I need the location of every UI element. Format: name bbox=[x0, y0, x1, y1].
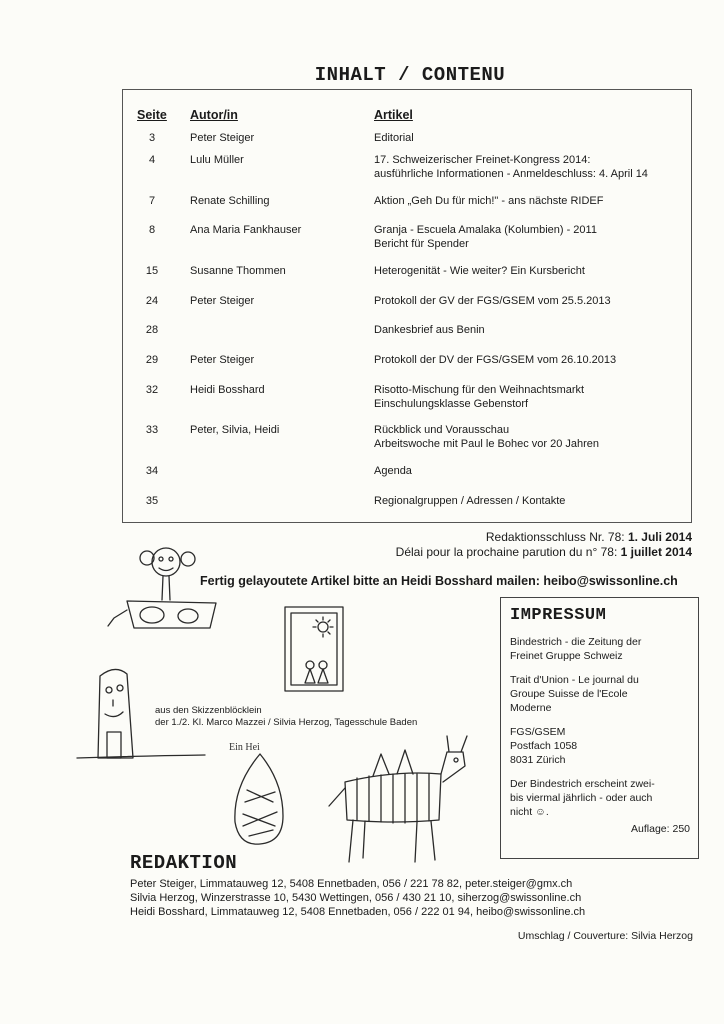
toc-row-article: Protokoll der GV der FGS/GSEM vom 25.5.2013 bbox=[374, 295, 611, 307]
toc-row-page: 7 bbox=[148, 195, 156, 207]
toc-row-page: 4 bbox=[148, 154, 156, 166]
toc-row-page: 34 bbox=[145, 465, 159, 477]
toc-title: INHALT / CONTENU bbox=[314, 64, 506, 86]
deadline-fr bbox=[396, 545, 692, 559]
sketch-handwriting: Ein Hei bbox=[229, 742, 260, 753]
impressum-fr-line2: Groupe Suisse de l'Ecole bbox=[510, 688, 628, 700]
drawing-window-girls bbox=[283, 603, 347, 693]
toc-row-author: Ana Maria Fankhauser bbox=[190, 224, 302, 236]
redaktion-member: Peter Steiger, Limmatauweg 12, 5408 Ennetbaden, 056 / 221 78 82, peter.steiger@gmx.ch bbox=[130, 878, 573, 890]
toc-row-author: Peter Steiger bbox=[190, 295, 255, 307]
drawing-head bbox=[152, 548, 180, 576]
toc-row-article: Risotto-Mischung für den Weihnachtsmarkt bbox=[374, 384, 585, 396]
toc-row-author: Lulu Müller bbox=[190, 154, 244, 166]
impressum-box bbox=[500, 597, 699, 859]
cover-credit: Umschlag / Couverture: Silvia Herzog bbox=[517, 930, 693, 942]
toc-row-article: 17. Schweizerischer Freinet-Kongress 2014: bbox=[374, 154, 591, 166]
deadline-fr-prefix: Délai pour la prochaine parution du n° 78: bbox=[395, 545, 621, 559]
toc-row-page: 24 bbox=[145, 295, 159, 307]
toc-row-article: Agenda bbox=[374, 465, 412, 477]
impressum-addr2: Postfach 1058 bbox=[510, 740, 578, 752]
impressum-de-line2: Freinet Gruppe Schweiz bbox=[510, 650, 623, 662]
toc-row-article: Regionalgruppen / Adressen / Kontakte bbox=[374, 495, 566, 507]
toc-row-author: Renate Schilling bbox=[190, 195, 270, 207]
impressum-circulation: Auflage: 250 bbox=[631, 823, 690, 835]
deadline-de-date: 1. Juli 2014 bbox=[627, 530, 692, 544]
toc-row-page: 15 bbox=[145, 265, 159, 277]
redaktion-title: REDAKTION bbox=[130, 852, 238, 874]
redaktion-member: Heidi Bosshard, Limmatauweg 12, 5408 Ennetbaden, 056 / 222 01 94, heibo@swissonline.ch bbox=[130, 906, 586, 918]
drawing-zebra bbox=[325, 728, 475, 868]
toc-row-author: Peter, Silvia, Heidi bbox=[190, 424, 280, 436]
toc-row-page: 33 bbox=[145, 424, 159, 436]
toc-row-page: 35 bbox=[145, 495, 159, 507]
impressum-freq2: bis viermal jährlich - oder auch bbox=[510, 792, 653, 804]
toc-row-article: Editorial bbox=[374, 132, 414, 144]
toc-row-author: Susanne Thommen bbox=[190, 265, 286, 277]
impressum-fr-line1: Trait d'Union - Le journal du bbox=[510, 674, 639, 686]
impressum-addr1: FGS/GSEM bbox=[510, 726, 566, 738]
toc-row-page: 32 bbox=[145, 384, 159, 396]
toc-row-article: Aktion „Geh Du für mich!" - ans nächste RIDEF bbox=[374, 195, 604, 207]
toc-row-article-line2: ausführliche Informationen - Anmeldeschluss: 4. April 14 bbox=[374, 168, 648, 180]
toc-row-author: Peter Steiger bbox=[190, 354, 255, 366]
impressum-freq3: nicht ☺. bbox=[510, 806, 549, 818]
redaktion-member: Silvia Herzog, Winzerstrasse 10, 5430 Wettingen, 056 / 430 21 10, siherzog@swissonline.ch bbox=[130, 892, 582, 904]
toc-header-author: Autor/in bbox=[190, 108, 238, 122]
impressum-de bbox=[510, 635, 690, 663]
toc-row-article: Granja - Escuela Amalaka (Kolumbien) - 2011 bbox=[374, 224, 597, 236]
impressum-frequency bbox=[510, 777, 690, 819]
toc-row-page: 3 bbox=[148, 132, 156, 144]
toc-header-article: Artikel bbox=[374, 108, 413, 122]
toc-row-article: Protokoll der DV der FGS/GSEM vom 26.10.2013 bbox=[374, 354, 617, 366]
toc-row-author: Peter Steiger bbox=[190, 132, 255, 144]
caption-line2: der 1./2. Kl. Marco Mazzei / Silvia Herzog, Tagesschule Baden bbox=[155, 717, 418, 728]
toc-row-author: Heidi Bosshard bbox=[190, 384, 265, 396]
drawing-leaf bbox=[225, 750, 295, 850]
impressum-de-line1: Bindestrich - die Zeitung der bbox=[510, 636, 642, 648]
toc-row-article: Heterogenität - Wie weiter? Ein Kursbericht bbox=[374, 265, 585, 277]
toc-row-article-line2: Arbeitswoche mit Paul le Bohec vor 20 Jahren bbox=[374, 438, 600, 450]
toc-header-page: Seite bbox=[137, 108, 167, 122]
impressum-fr-line3: Moderne bbox=[510, 702, 552, 714]
deadline-de bbox=[486, 530, 692, 544]
toc-row-page: 29 bbox=[145, 354, 159, 366]
toc-row-article: Rückblick und Vorausschau bbox=[374, 424, 510, 436]
toc-row-article-line2: Bericht für Spender bbox=[374, 238, 469, 250]
drawing-robot-head bbox=[100, 540, 220, 640]
impressum-address bbox=[510, 725, 690, 767]
toc-row-article-line2: Einschulungsklasse Gebenstorf bbox=[374, 398, 529, 410]
toc-row-page: 8 bbox=[148, 224, 156, 236]
deadline-de-prefix: Redaktionsschluss Nr. 78: bbox=[485, 530, 628, 544]
drawings-caption bbox=[155, 705, 417, 729]
toc-row-article: Dankesbrief aus Benin bbox=[374, 324, 485, 336]
impressum-title: IMPRESSUM bbox=[510, 606, 607, 625]
toc-row-page: 28 bbox=[145, 324, 159, 336]
impressum-fr bbox=[510, 673, 690, 715]
caption-line1: aus den Skizzenblöcklein bbox=[155, 705, 262, 716]
impressum-freq1: Der Bindestrich erscheint zwei- bbox=[510, 778, 655, 790]
deadline-fr-date: 1 juillet 2014 bbox=[620, 545, 692, 559]
impressum-addr3: 8031 Zürich bbox=[510, 754, 566, 766]
mail-notice: Fertig gelayoutete Artikel bitte an Heidi Bosshard mailen: heibo@swissonline.ch bbox=[200, 574, 678, 588]
